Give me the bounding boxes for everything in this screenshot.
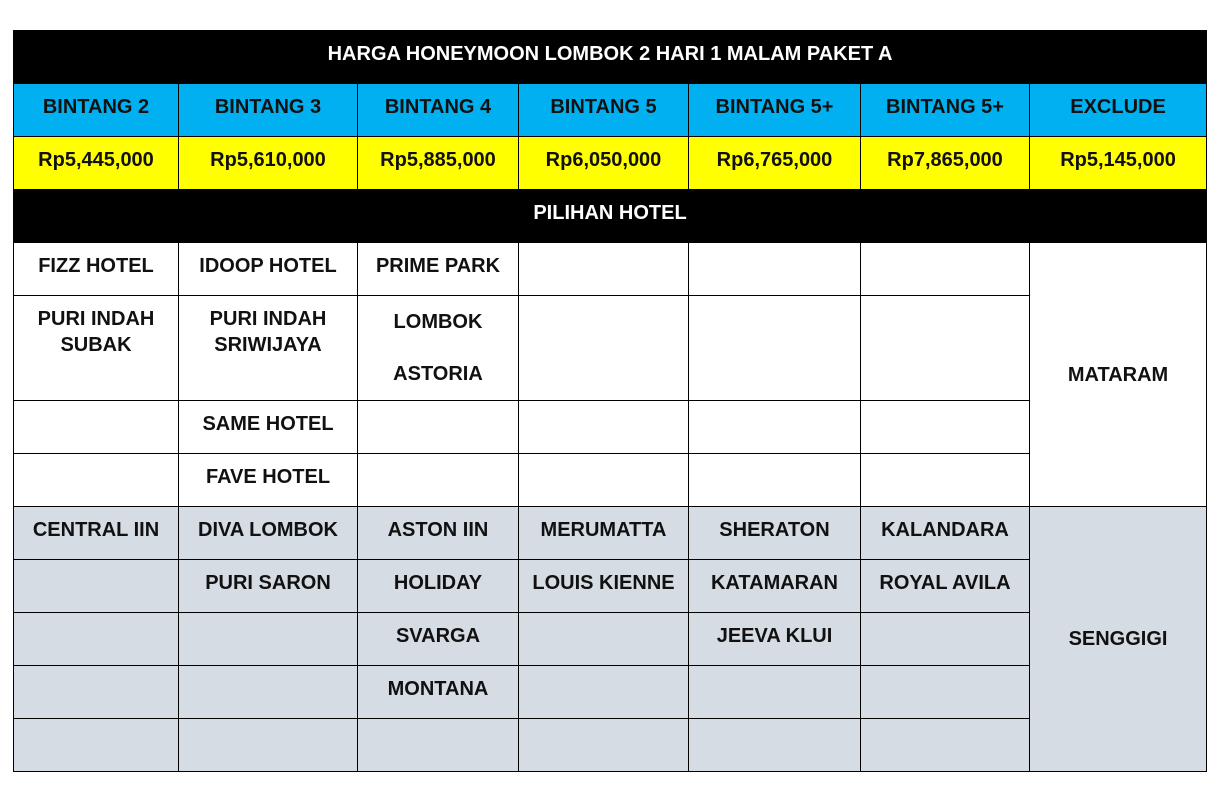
hotel-cell xyxy=(14,454,179,507)
hotel-cell xyxy=(689,666,861,719)
hotel-cell xyxy=(519,243,689,296)
hotel-cell: IDOOP HOTEL xyxy=(179,243,358,296)
hotel-cell: MERUMATTA xyxy=(519,507,689,560)
column-header: BINTANG 5 xyxy=(519,84,689,137)
area-senggigi: SENGGIGI xyxy=(1030,507,1207,772)
price-cell: Rp7,865,000 xyxy=(861,137,1030,190)
hotel-cell: KATAMARAN xyxy=(689,560,861,613)
hotel-cell: DIVA LOMBOK xyxy=(179,507,358,560)
hotel-cell xyxy=(689,719,861,772)
hotel-cell: ASTON IIN xyxy=(358,507,519,560)
hotel-cell xyxy=(861,243,1030,296)
table-row xyxy=(14,560,1207,613)
hotel-cell: LOMBOK ASTORIA xyxy=(358,296,519,401)
hotel-cell xyxy=(861,613,1030,666)
column-header: BINTANG 2 xyxy=(14,84,179,137)
table-row xyxy=(14,454,1207,507)
table-row xyxy=(14,296,1207,401)
hotel-cell xyxy=(689,296,861,401)
hotel-cell xyxy=(519,296,689,401)
hotel-cell xyxy=(519,666,689,719)
hotel-cell xyxy=(519,454,689,507)
column-header: BINTANG 5+ xyxy=(689,84,861,137)
hotel-cell: SAME HOTEL xyxy=(179,401,358,454)
table-row xyxy=(14,401,1207,454)
column-header: EXCLUDE xyxy=(1030,84,1207,137)
hotel-cell xyxy=(519,613,689,666)
section-row xyxy=(14,190,1207,243)
price-row xyxy=(14,137,1207,190)
table-row xyxy=(14,507,1207,560)
hotel-cell: PURI INDAH SRIWIJAYA xyxy=(179,296,358,401)
hotel-cell xyxy=(179,613,358,666)
star-rating-row xyxy=(14,84,1207,137)
hotel-cell: SVARGA xyxy=(358,613,519,666)
column-header: BINTANG 4 xyxy=(358,84,519,137)
price-cell: Rp6,765,000 xyxy=(689,137,861,190)
hotel-cell xyxy=(689,401,861,454)
hotel-cell: MONTANA xyxy=(358,666,519,719)
table-row xyxy=(14,666,1207,719)
hotel-cell xyxy=(689,243,861,296)
price-cell: Rp6,050,000 xyxy=(519,137,689,190)
column-header: BINTANG 3 xyxy=(179,84,358,137)
hotel-cell xyxy=(358,401,519,454)
hotel-cell xyxy=(358,454,519,507)
price-cell: Rp5,885,000 xyxy=(358,137,519,190)
price-cell: Rp5,145,000 xyxy=(1030,137,1207,190)
price-table xyxy=(13,30,1207,772)
hotel-cell xyxy=(861,666,1030,719)
table-row xyxy=(14,613,1207,666)
hotel-cell: SHERATON xyxy=(689,507,861,560)
hotel-cell xyxy=(179,719,358,772)
title-row xyxy=(14,31,1207,84)
hotel-cell: PURI SARON xyxy=(179,560,358,613)
hotel-cell: JEEVA KLUI xyxy=(689,613,861,666)
hotel-cell xyxy=(14,666,179,719)
price-cell: Rp5,445,000 xyxy=(14,137,179,190)
hotel-cell xyxy=(861,401,1030,454)
area-mataram: MATARAM xyxy=(1030,243,1207,507)
hotel-cell xyxy=(14,401,179,454)
hotel-cell: PURI INDAH SUBAK xyxy=(14,296,179,401)
hotel-cell: ROYAL AVILA xyxy=(861,560,1030,613)
hotel-cell xyxy=(14,560,179,613)
hotel-cell xyxy=(14,613,179,666)
hotel-cell: CENTRAL IIN xyxy=(14,507,179,560)
column-header: BINTANG 5+ xyxy=(861,84,1030,137)
price-cell: Rp5,610,000 xyxy=(179,137,358,190)
hotel-cell: LOUIS KIENNE xyxy=(519,560,689,613)
hotel-cell xyxy=(861,454,1030,507)
hotel-cell xyxy=(358,719,519,772)
hotel-cell xyxy=(519,401,689,454)
section-title: PILIHAN HOTEL xyxy=(14,190,1207,243)
hotel-cell: PRIME PARK xyxy=(358,243,519,296)
hotel-cell xyxy=(14,719,179,772)
hotel-cell xyxy=(861,296,1030,401)
hotel-cell: HOLIDAY xyxy=(358,560,519,613)
table-row xyxy=(14,719,1207,772)
hotel-cell xyxy=(519,719,689,772)
hotel-cell xyxy=(179,666,358,719)
hotel-cell: FAVE HOTEL xyxy=(179,454,358,507)
hotel-cell xyxy=(689,454,861,507)
table-title: HARGA HONEYMOON LOMBOK 2 HARI 1 MALAM PAKET A xyxy=(14,31,1207,84)
table-row xyxy=(14,243,1207,296)
hotel-cell: KALANDARA xyxy=(861,507,1030,560)
hotel-cell xyxy=(861,719,1030,772)
hotel-cell: FIZZ HOTEL xyxy=(14,243,179,296)
